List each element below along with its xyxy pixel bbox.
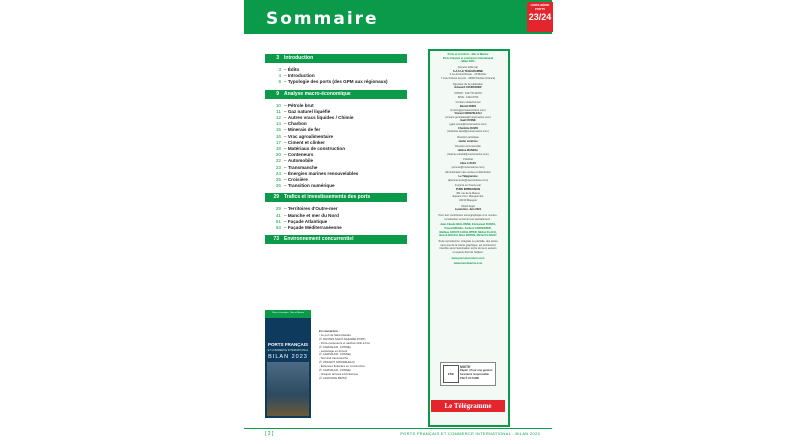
cover-photo [267, 362, 309, 416]
colophon-line: interdite sans l'autorisation écrite de leurs auteurs [439, 247, 497, 251]
edition-label: HORS-SÉRIE PORTS [530, 3, 550, 11]
toc-dash: – [284, 152, 288, 158]
toc-dash: – [284, 67, 288, 72]
fsc-line: MIXTE [460, 365, 471, 369]
page-title: Sommaire [266, 9, 379, 29]
toc-entry-text: Façade Atlantique [287, 218, 328, 224]
toc-entry [265, 219, 407, 225]
toc-entry-page: 41 [275, 212, 281, 218]
colophon-line: (b.dors@portsetcorridors.com) [450, 108, 486, 112]
toc-entry-text: Ciment et clinker [287, 139, 325, 145]
toc-entry-page: 17 [275, 139, 281, 145]
toc-entry-text: Transition numérique [287, 183, 335, 189]
toc-entry [265, 115, 407, 121]
toc-entry [265, 152, 407, 158]
toc-entry-text: Automobile [287, 158, 314, 164]
colophon-line: www.portsetcorridors.com [451, 256, 485, 260]
colophon-line: Benoit BOACH, Marc BOTON, Michel FLAIGHT [439, 234, 497, 238]
page-number: [ 2 ] [265, 431, 274, 437]
cover-caption-line: - Terminal transmanche [319, 356, 349, 361]
toc-entry-text: Façade Méditerranéenne [287, 225, 342, 230]
toc-dash: – [284, 206, 288, 212]
colophon-line: ou ayants droit de l'éditeur. [452, 250, 484, 254]
toc-dash: – [284, 73, 288, 79]
toc-section-label: Environnement concurrentiel [284, 236, 354, 243]
cover-caption-line: - Le port de Saint-Nazaire [319, 332, 352, 337]
toc-dash: – [284, 79, 288, 85]
toc-entry-text: Pétrole brut [287, 102, 314, 108]
colophon-line: Numéro édité par [457, 66, 479, 69]
colophon-line: Dépôt légal [461, 204, 475, 208]
colophon-line: CPPAP : 0127 W 92276 [454, 92, 482, 95]
colophon-line: 7 voie d'accès au port - 29600 Morlaix (France) [440, 76, 496, 80]
toc-dash: – [284, 146, 288, 151]
toc-entry-text: Transmanche [287, 164, 318, 170]
colophon-line: (vincent.groizeleau@meretmarine.com) [445, 115, 491, 119]
colophon-line: (helene.mandal@meretmarine.com) [447, 152, 489, 156]
toc-entry-text: Introduction [287, 73, 315, 79]
toc-entry-page: 11 [276, 108, 281, 114]
colophon-line: Espace Com. Mauguio Est [452, 195, 484, 199]
colophon-line: Publicité [463, 158, 473, 162]
toc-dash: – [284, 164, 288, 170]
fsc-logo-icon: FSC [443, 365, 459, 383]
toc-dash: – [284, 170, 288, 176]
toc-dash: – [284, 127, 288, 133]
toc-entry-page: 14 [275, 121, 281, 127]
colophon-line: ISSN : 2102-6793 [457, 95, 479, 99]
toc-entry [265, 121, 407, 127]
colophon-line: la rédaction remercie tout spécialement : [444, 217, 492, 221]
toc-entry-page: 18 [275, 146, 281, 151]
toc-entry [265, 109, 407, 115]
cover-subtitle: ET COMMERCE INTERNATIONAL [267, 349, 309, 352]
toc-entry-page: 10 [275, 102, 281, 108]
toc-section-label: Analyse macro-économique [284, 90, 351, 97]
toc-entry-text: Croisière [287, 177, 308, 182]
colophon-line: Vincent GROIZELEAU [454, 112, 482, 116]
toc-entry-page: 24 [275, 170, 281, 176]
toc-section-label: Introduction [284, 55, 314, 61]
toc-dash: – [284, 115, 288, 120]
fsc-line: forestière responsable [460, 373, 489, 376]
toc-entry-page: 26 [275, 183, 281, 189]
toc-section-page: 9 [276, 90, 279, 97]
cover-title: PORTS FRANÇAIS [267, 342, 308, 347]
colophon-line: - Bilan 2023 - [459, 60, 476, 64]
toc-dash: – [284, 133, 288, 139]
cover-caption-line: (© NANTES SAINT-NAZAIRE PORT) [319, 336, 366, 341]
cover-caption-line: En couverture : [319, 329, 340, 333]
toc-entry-text: Typologie des ports (des GPM aux régionaux) [287, 79, 388, 85]
toc-entry [265, 225, 407, 231]
toc-entry-page: 23 [275, 164, 281, 170]
toc-entry-page: 20 [275, 152, 281, 158]
colophon-line: 2 rue Ernest Renan - 29 Morlaix [449, 73, 487, 77]
toc-section [265, 90, 407, 99]
toc-entry [265, 79, 407, 85]
toc-section [265, 193, 407, 202]
toc-entry [265, 183, 407, 189]
toc-section-page: 73 [273, 236, 279, 243]
toc-entry [265, 158, 407, 164]
toc-entry-text: Édito [287, 67, 300, 72]
colophon-line: Ports français et commerce international [442, 56, 494, 60]
toc-entry-page: 16 [275, 133, 281, 139]
toc-entry [265, 73, 407, 79]
toc-entry-text: Vrac agroalimentaire [287, 133, 334, 139]
toc-section [265, 235, 407, 244]
toc-dash: – [284, 218, 288, 224]
toc-dash: – [284, 177, 288, 182]
edition-year: 23/24 [528, 12, 552, 22]
toc-entry [265, 206, 407, 212]
toc-entry-text: Conteneurs [287, 152, 314, 158]
colophon-line: www.meretmarine.com [453, 262, 483, 266]
toc-entry-page: 63 [275, 225, 281, 230]
colophon-line: Direction commerciale [455, 145, 481, 149]
colophon-line: (gael.cosne@meretmarine.com) [449, 123, 487, 126]
toc-entry-text: Minerais de fer [287, 127, 321, 133]
toc-dash: – [284, 158, 288, 164]
colophon-line: Administration des ventes et distribution [445, 171, 491, 175]
colophon-line: Hélène MANDAL [457, 149, 479, 152]
toc-entry-text: Matériaux de construction [287, 146, 346, 151]
publication-name: PORTS FRANÇAIS ET COMMERCE INTERNATIONAL - BILAN 2023 [400, 431, 540, 436]
colophon-line: A parution, Juin 2024 [454, 208, 482, 212]
toc-entry-page: 22 [275, 158, 281, 164]
toc-entry-page: 4 [278, 73, 281, 79]
toc-entry-page: 25 [275, 177, 281, 182]
colophon-line: Directeur de la publication [453, 82, 483, 86]
colophon-line: 451 rue de la Mauve [456, 191, 480, 195]
toc-dash: – [284, 225, 288, 230]
cover-caption-line: (© CARNAULD, CONNE) [319, 352, 351, 357]
cover-top-label: Ports et corridors · Mer et Marine [271, 312, 305, 314]
toc-entry-text: Manche et mer du Nord [287, 212, 339, 218]
toc-entry-text: Autres vracs liquides / Chimie [287, 115, 354, 120]
cover-caption-line: (© CAROLINE BRITZ) [319, 375, 347, 380]
toc-entry [265, 67, 407, 73]
toc-entry-page: 6 [278, 79, 281, 85]
colophon-line: (a.lucas@meretmarine.com) [451, 165, 485, 169]
colophon-line: Pour leur contribution iconographique à ce numéro, [438, 214, 498, 217]
toc-entry-page: 3 [278, 67, 281, 72]
colophon-line: Charlotte DAVID [458, 126, 478, 130]
colophon-line: Mathieu GROUT-CHOLLIPPER, Michel FLACH, [439, 230, 497, 234]
toc-entry [265, 103, 407, 109]
colophon-line: Pascal MICHEL, Ambrot CARPENTER, [444, 227, 492, 230]
colophon-line: (charlotte.david@meretmarine.com) [447, 130, 489, 134]
colophon-line: 34130 Mauguio [459, 198, 477, 202]
colophon-line: (abonnements@meretmarine.com) [447, 178, 489, 182]
toc-dash: – [284, 139, 288, 145]
toc-dash: – [284, 183, 288, 189]
cover-caption-line: - Porte-conteneurs et navibus GNL à Fos [319, 340, 370, 345]
toc-section-page: 3 [276, 55, 279, 61]
colophon-line: sans que de la charte graphique, est strictement [440, 243, 496, 247]
colophon-line: Imprimé en France par [454, 184, 482, 188]
publisher-logo: Le Télégramme [431, 400, 505, 412]
toc-dash: – [284, 108, 288, 114]
toc-entry-page: 12 [275, 115, 281, 120]
colophon-line: Toute reproduction, intégrale ou partielle, des textes [438, 240, 498, 243]
toc-section [265, 54, 407, 63]
colophon-line: Ports et corridors - Mer et Marine [447, 53, 489, 56]
colophon-line: studio créatrice [458, 139, 478, 143]
cover-year: BILAN 2023 [268, 354, 308, 360]
fsc-line: Papier | Pour une gestion [460, 369, 493, 372]
colophon-line: Benoit DORS [459, 105, 477, 108]
toc-section-label: Trafics et investissements des ports [284, 194, 371, 201]
cover-caption-line: (© CARNAULD, CONNE) [319, 368, 351, 372]
colophon-line: Aline LUCAS [460, 162, 476, 165]
cover-caption-line: (© VINCENT GROIZELEAU) [319, 360, 355, 365]
fsc-line: FSC® C174480 [460, 377, 480, 380]
toc-entry [265, 127, 407, 133]
toc-dash: – [284, 212, 288, 218]
toc-entry [265, 140, 407, 146]
toc-entry-text: Gaz naturel liquéfié [287, 108, 331, 114]
colophon-line: Contenu rédactionnel [455, 101, 481, 105]
toc-entry-page: 51 [275, 218, 281, 224]
toc-entry-page: 15 [275, 127, 281, 133]
cover-caption-line: (© CARNAULD, CONNE) [319, 344, 351, 349]
colophon-line: Direction artistique [457, 136, 479, 139]
toc-entry-text: Énergies marines renouvelables [287, 170, 359, 176]
toc-entry [265, 213, 407, 219]
toc-dash: – [284, 102, 288, 108]
colophon-line: Gaël COSNÉ [460, 119, 476, 123]
cover-caption-line: - Lamanage en Arcueil [319, 348, 347, 353]
colophon-line: PURE IMPRESSION [455, 188, 481, 191]
toc-dash: – [284, 121, 288, 127]
colophon-line: S.A.S LE TÉLÉGRAMME [453, 69, 483, 73]
toc-entry [265, 177, 407, 183]
toc-entry-text: Charbon [287, 121, 307, 127]
toc-entry-text: Territoires d'Outre-mer [287, 206, 338, 212]
colophon-line: Le Télégramme [458, 175, 478, 178]
toc-entry [265, 134, 407, 140]
toc-entry-page: 29 [275, 206, 281, 212]
toc-entry [265, 146, 407, 152]
colophon-line: Édouard COUDURIER [454, 86, 482, 90]
toc-entry [265, 165, 407, 171]
toc-section-page: 29 [273, 194, 279, 201]
footer-divider [244, 428, 552, 429]
colophon-line: Jean-Claude BELLONNE, Emmanuel DUNAS, [440, 223, 496, 227]
toc-entry [265, 171, 407, 177]
cover-caption-line: - Éoliennes flottantes en construction [319, 364, 365, 369]
cover-caption-line: - Vraquier arrivant à Dunkerque [319, 371, 359, 376]
